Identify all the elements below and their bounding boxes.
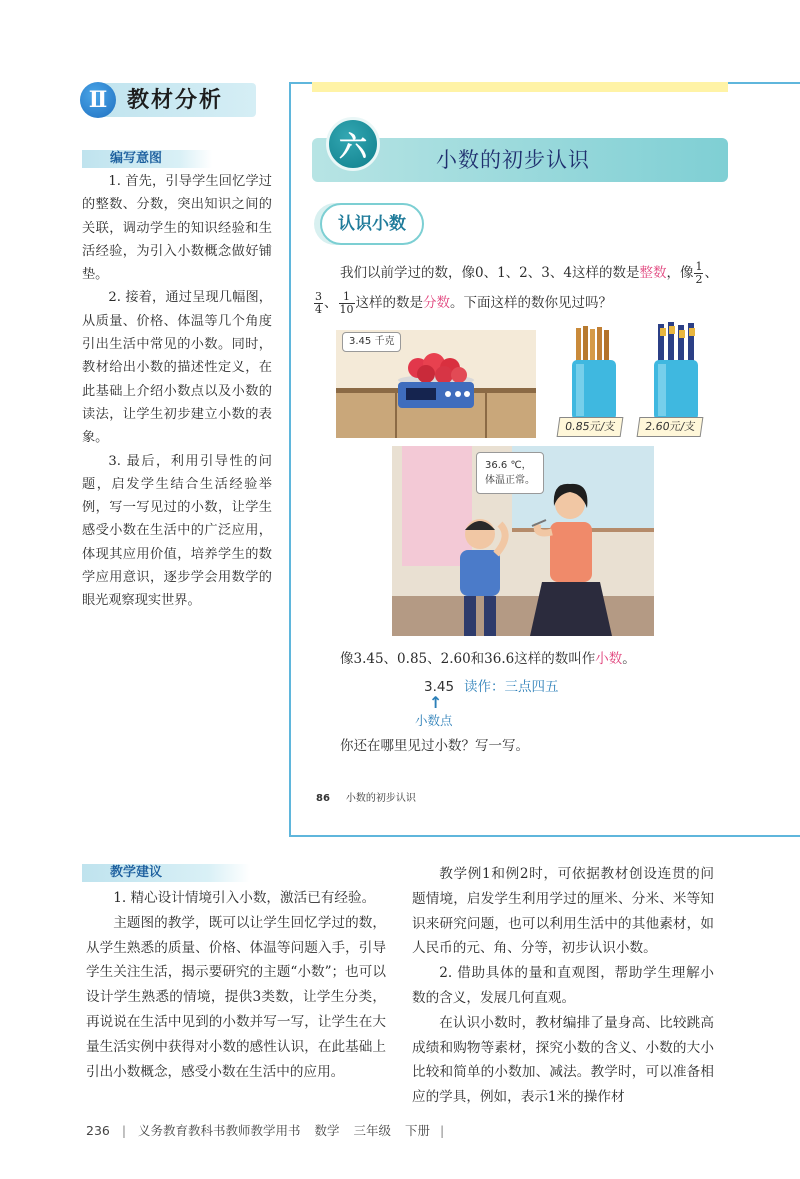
intent-paragraph: 2. 接着，通过呈现几幅图，从质量、价格、体温等几个角度引出生活中常见的小数。同时，教材给出小数的描述性定义，在此基础上介绍小数点以及小数的读法，让学生初步建立小数的表象。 [82, 290, 272, 446]
price-tag-pencil [557, 417, 624, 437]
decimal-point-label: 小数点 [415, 713, 453, 728]
footer-book-title: 义务教育教科书教师教学用书 [138, 1123, 301, 1138]
scale-speech-bubble [342, 332, 401, 352]
footer-separator: | [440, 1123, 445, 1138]
suggestion-right-column [412, 862, 714, 1110]
textbook-top-stripe [312, 82, 728, 92]
page-number: 236 [86, 1123, 110, 1138]
intent-tag [82, 150, 212, 168]
intent-column [82, 170, 272, 613]
chapter-number: 六 [326, 117, 380, 171]
suggestion-tag-label: 教学建议 [110, 865, 163, 880]
reading-number: 3.45 [424, 679, 455, 695]
keyword-fraction: 分数 [423, 295, 450, 311]
page-footer [86, 1122, 444, 1140]
fraction-three-quarters [314, 291, 323, 316]
suggestion-paragraph: 主题图的教学，既可以让学生回忆学过的数，从学生熟悉的质量、价格、体温等问题入手，引导学生关注生活，揭示要研究的主题“小数”；也可以设计学生熟悉的情境，提供3类数，让学生分类，再说说在生活中见到的小数并写一写，让学生在大量生活实例中获得对小数的感性认识，在此基础上引出小数概念，感受小数在生活中的应用。 [86, 914, 386, 1080]
pencil-cup-icon [566, 326, 622, 422]
practice-question: 你还在哪里见过小数？写一写。 [340, 738, 529, 754]
suggestion-tag [82, 864, 250, 882]
intro-line-1 [340, 261, 718, 286]
price-tag-pen [637, 417, 704, 437]
numerator: 3 [315, 290, 322, 303]
textbook-page-footer [316, 792, 416, 806]
definition-text: 像3.45、0.85、2.60和36.6这样的数叫作 [340, 651, 596, 667]
footer-volume: 下册 [405, 1123, 431, 1138]
intro-line-2 [313, 291, 612, 316]
denominator: 2 [695, 273, 703, 286]
temperature-scene-illustration [392, 446, 654, 636]
intro-text: 这样的数是 [355, 295, 423, 311]
intro-text: ，像 [666, 265, 694, 281]
fraction-half [694, 261, 703, 286]
section-title: 教材分析 [127, 87, 224, 113]
intro-text: 我们以前学过的数，像0、1、2、3、4这样的数是 [340, 265, 640, 281]
numerator: 1 [695, 260, 703, 273]
intro-text: 、 [704, 265, 718, 281]
scale-label: 3.45 千克 [349, 336, 395, 347]
suggestion-paragraph: 1. 精心设计情境引入小数，激活已有经验。 [113, 890, 376, 906]
denominator: 10 [339, 303, 354, 316]
footer-grade: 三年级 [353, 1123, 392, 1138]
reading-text: 读作：三点四五 [464, 679, 559, 695]
temperature-note: 体温正常。 [485, 475, 535, 486]
footer-separator: | [121, 1123, 127, 1138]
section-numeral: Ⅱ [80, 82, 116, 118]
suggestion-left-column [86, 886, 386, 1084]
suggestion-paragraph: 在认识小数时，教材编排了量身高、比较跳高成绩和购物等素材，探究小数的含义、小数的大小比较和简单的小数加、减法。教学时，可以准备相应的学具，例如，表示1米的操作材 [412, 1014, 714, 1106]
intent-paragraph: 3. 最后，利用引导性的问题，启发学生结合生活经验举例，写一写见过的小数，让学生感受小数在生活中的广泛应用，体现其应用价值，培养学生的数学应用意识，逐步学会用数学的眼光观察现实世界。 [82, 453, 272, 609]
price-pencil: 0.85元/支 [564, 420, 617, 433]
suggestion-paragraph: 2. 借助具体的量和直观图，帮助学生理解小数的含义，发展几何直观。 [412, 965, 714, 1006]
temperature-speech-bubble [476, 452, 544, 494]
denominator: 4 [315, 303, 322, 316]
numerator: 1 [339, 291, 355, 304]
textbook-page-title: 小数的初步认识 [345, 793, 416, 804]
suggestion-paragraph: 教学例1和例2时，可依据教材创设连贯的问题情境，启发学生利用学过的厘米、分米、米等知识来研究问题，也可以利用生活中的其他素材，如人民币的元、角、分等，初步认识小数。 [412, 866, 714, 957]
pen-cup-icon [648, 322, 704, 422]
price-pen: 2.60元/支 [644, 420, 697, 433]
definition-text: 。 [622, 651, 636, 667]
intro-text: 、 [324, 295, 338, 311]
intent-paragraph: 1. 首先，引导学生回忆学过的整数、分数，突出知识之间的关联，调动学生的知识经验和生活经验，为引入小数概念做好铺垫。 [82, 174, 272, 283]
fraction-one-tenth [339, 291, 355, 316]
intent-tag-label: 编写意图 [110, 151, 163, 166]
temperature-label: 36.6 ℃， [485, 460, 532, 471]
chapter-title: 小数的初步认识 [436, 148, 590, 172]
footer-subject: 数学 [314, 1123, 340, 1138]
intro-text: 。下面这样的数你见过吗？ [450, 295, 612, 311]
keyword-integer: 整数 [639, 265, 667, 281]
lesson-subtitle: 认识小数 [338, 214, 406, 234]
keyword-decimal: 小数 [595, 651, 623, 667]
textbook-page-number: 86 [316, 793, 330, 804]
scale-illustration [336, 330, 536, 438]
decimal-point-arrow-icon: ↑ [429, 693, 443, 712]
definition-line [340, 648, 636, 670]
